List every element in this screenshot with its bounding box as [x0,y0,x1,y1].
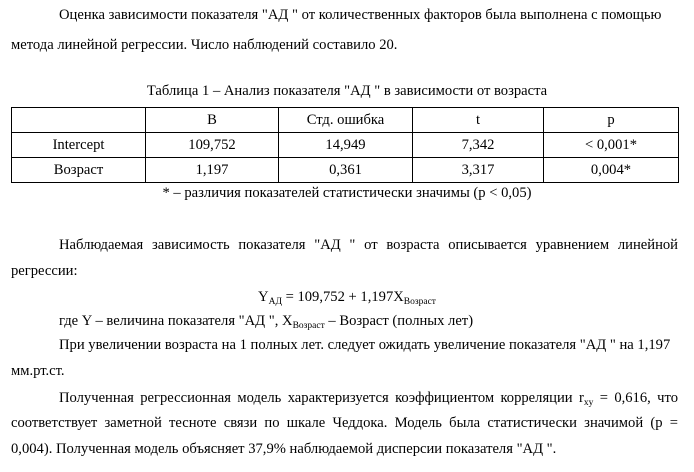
legend-text-a: где Y – величина показателя "АД ", X [59,313,293,329]
regression-line-2: регрессии: [11,263,78,279]
table-cell: 1,197 [146,158,279,183]
equation-y-subscript: АД [268,297,282,307]
header-cell: t [413,108,544,133]
table-cell: 0,004* [544,158,679,183]
legend-subscript: Возраст [292,321,325,331]
regression-table [11,107,679,183]
model-line-2: соответствует заметной тесноте связи по шкале Чеддока. Модель была статистически значимой (p = [11,415,678,431]
equation-y: Y [258,289,269,305]
legend-text-b: – Возраст (полных лет) [324,313,474,329]
interpretation-line-1: При увеличении возраста на 1 полных лет. следует ожидать увеличение показателя "АД " на 1,197 [59,337,671,353]
intro-line-2: метода линейной регрессии. Число наблюдений составило 20. [11,37,398,53]
table-cell: < 0,001* [544,133,679,158]
table-row [12,158,679,183]
model-line-1a: Полученная регрессионная модель характеризуется коэффициентом корреляции r [59,390,584,406]
table-caption: Таблица 1 – Анализ показателя "АД " в зависимости от возраста [146,83,548,99]
table-cell: Intercept [12,133,146,158]
table-cell: 109,752 [146,133,279,158]
regression-line-1: Наблюдаемая зависимость показателя "АД " от возраста описывается уравнением линейной [59,237,678,253]
model-line-1b: = 0,616, что [593,390,678,406]
table-header-row [12,108,679,133]
table-footnote: * – различия показателей статистически значимы (p < 0,05) [162,185,532,201]
table-cell: 0,361 [279,158,413,183]
regression-equation [0,288,694,306]
table-cell: 7,342 [413,133,544,158]
interpretation-line-2: мм.рт.ст. [11,363,65,379]
header-cell: B [146,108,279,133]
equation-legend [59,312,473,330]
header-cell: p [544,108,679,133]
model-line-1 [59,389,678,407]
equation-x-subscript: Возраст [403,297,436,307]
table-cell: 3,317 [413,158,544,183]
equation-body: = 109,752 + 1,197X [281,289,404,305]
header-cell [12,108,146,133]
model-line-3: 0,004). Полученная модель объясняет 37,9% наблюдаемой дисперсии показателя "АД ". [11,441,557,457]
table-cell: 14,949 [279,133,413,158]
intro-line-1: Оценка зависимости показателя "АД " от количественных факторов была выполнена с помощью [59,7,662,23]
correlation-subscript: xy [583,398,594,408]
table-cell: Возраст [12,158,146,183]
header-cell: Стд. ошибка [279,108,413,133]
table-row [12,133,679,158]
